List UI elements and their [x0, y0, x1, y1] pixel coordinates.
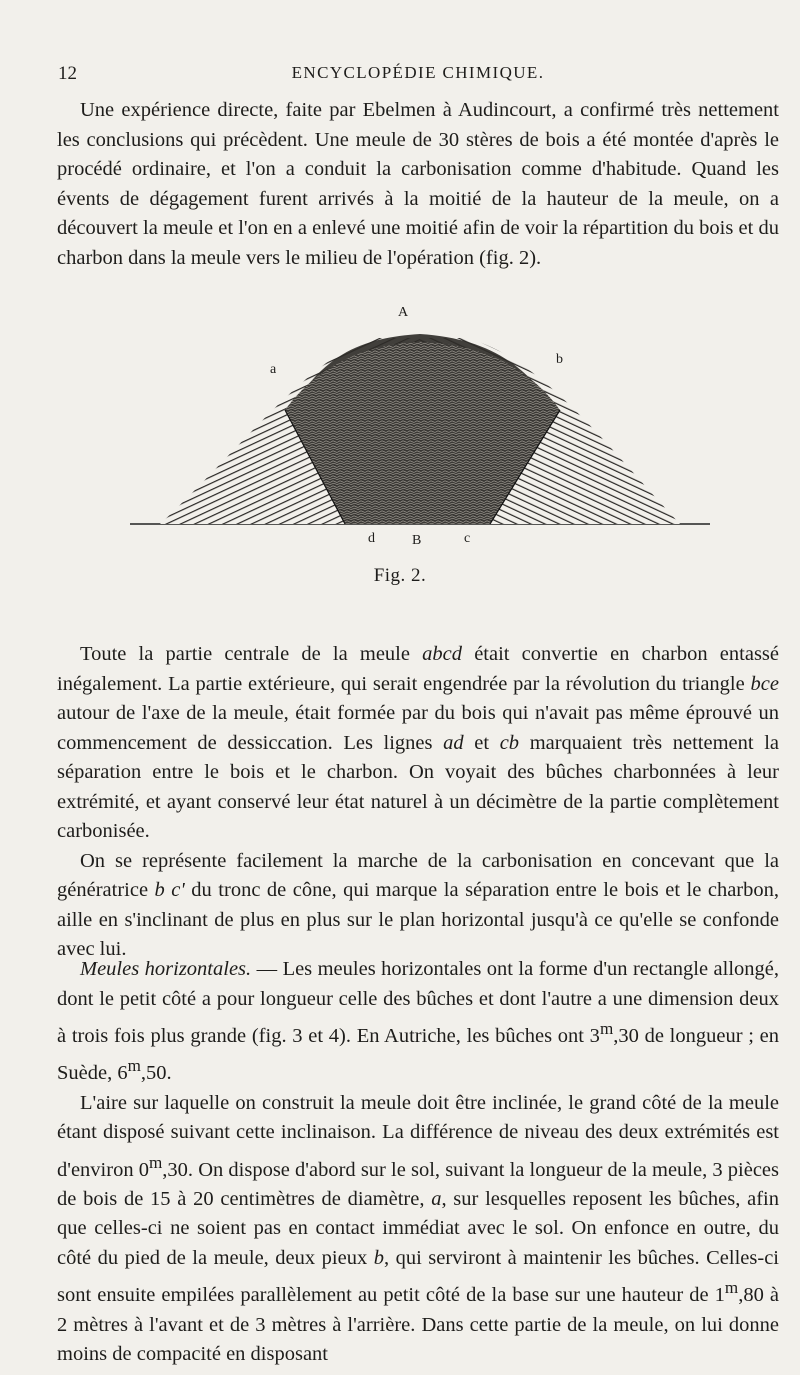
paragraph-area-construction: [57, 1089, 779, 1370]
superscript: m: [127, 1056, 141, 1076]
text-block-middle: [57, 640, 779, 965]
text-block-bottom: [57, 955, 779, 1370]
text-run: L'aire sur laquelle on construit la meule doit être inclinée, le grand côté de la meule étant disposé suivant cette inclinaison. La différence de niveau des deux extrémités est d'environ 0: [57, 1091, 779, 1181]
page-number: 12: [58, 63, 77, 84]
label-B: B: [412, 533, 422, 545]
label-d: d: [368, 531, 375, 545]
text-run: était convertie en charbon entassé inégalement. La partie extérieure, qui serait engendrée par la révolution du triangle: [57, 643, 779, 695]
italic-run: abcd: [422, 643, 463, 665]
text-run: , qui serviront à maintenir les bûches. Celles-ci sont ensuite empilées parallèlement au petit côté de la base sur une hauteur de 1: [57, 1246, 779, 1307]
text-run: marquaient très nettement la séparation entre le bois et le charbon. On voyait des bûches charbonnées à leur extrémité, et ayant conservé leur état naturel à un décimètre de la partie complètement carbonisée.: [57, 731, 780, 842]
running-head: ENCYCLOPÉDIE CHIMIQUE.: [291, 63, 545, 82]
page-header: [58, 63, 778, 87]
figure-meule-cross-section: [120, 300, 720, 545]
text-run: autour de l'axe de la meule, était formée par du bois qui n'avait pas même éprouvé un commencement de dessiccation. Les lignes: [57, 702, 779, 754]
text-run: Toute la partie centrale de la meule: [80, 643, 423, 665]
superscript: m: [148, 1152, 163, 1172]
figure-caption: Fig. 2.: [373, 565, 427, 586]
paragraph-horizontal-meules: [57, 955, 779, 1089]
superscript: m: [724, 1278, 739, 1298]
italic-run: ad: [443, 731, 464, 754]
italic-run: bce: [750, 672, 779, 695]
text-run: , sur lesquelles reposent les bûches, afin que celles-ci ne soient pas en contact immédiat avec le sol. On enfonce en outre, du côté du pied de la meule, deux pieux: [57, 1187, 779, 1269]
label-A: A: [398, 305, 409, 320]
text-run: — Les meules horizontales ont la forme d'un rectangle allongé, dont le petit côté a pour longueur celle des bûches et dont l'autre a une dimension deux à trois fois plus grande (fig. 3 et 4). En Autriche, les bûches ont 3: [57, 958, 779, 1047]
text-block-top: [57, 96, 779, 273]
text-run: ,30 de longueur ; en Suède, 6: [57, 1024, 780, 1085]
text-run: du tronc de cône, qui marque la séparation entre le bois et le charbon, aille en s'inclinant de plus en plus sur le plan horizontal jusqu'à ce qu'elle se confonde avec lui.: [57, 879, 780, 960]
paragraph-central-part: [57, 640, 779, 847]
italic-run: a: [431, 1187, 442, 1210]
label-c: c: [464, 531, 471, 545]
superscript: m: [599, 1019, 614, 1038]
italic-run: b c': [154, 879, 185, 901]
section-heading: Meules horizontales.: [80, 958, 252, 980]
label-b: b: [556, 352, 563, 367]
paragraph-carbonisation-progress: [57, 847, 779, 965]
text-run: et: [463, 731, 500, 754]
italic-run: cb: [499, 731, 520, 754]
text-run: ,30. On dispose d'abord sur le sol, suivant la longueur de la meule, 3 pièces de bois de 15 à 20 centimètres de diamètre,: [57, 1158, 779, 1210]
text-run: ,50.: [140, 1062, 172, 1085]
text-run: ,80 à 2 mètres à l'avant et de 3 mètres à l'arrière. Dans cette partie de la meule, on lui donne moins de compacité en disposant: [57, 1284, 779, 1366]
text-run: On se représente facilement la marche de la carbonisation en concevant que la génératrice: [57, 849, 779, 901]
paragraph-experience: Une expérience directe, faite par Ebelmen à Audincourt, a confirmé très nettement les conclusions qui précèdent. Une meule de 30 stères de bois a été montée d'après le procédé ordinaire, et l'on a conduit la carbonisation comme d'habitude. Quand les évents de dégagement furent arrivés à la moitié de la hauteur de la meule, on a découvert la meule et l'on en a enlevé une moitié afin de voir la répartition du bois et du charbon dans la meule vers le milieu de l'opération (fig. 2).: [57, 99, 779, 269]
label-a: a: [270, 362, 277, 377]
italic-run: b: [373, 1246, 384, 1269]
